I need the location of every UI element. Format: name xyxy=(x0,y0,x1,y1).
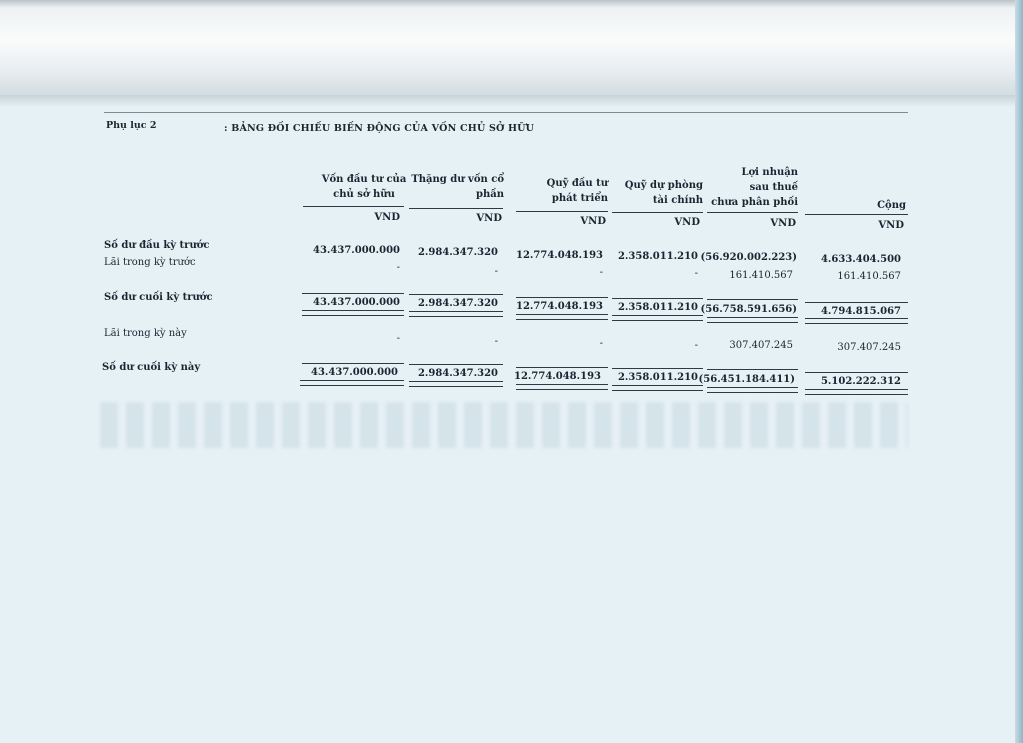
subtotal-rule xyxy=(516,367,608,368)
unit-label: VND xyxy=(878,220,904,231)
row-label: Lãi trong kỳ trước xyxy=(104,257,196,268)
row-label: Số dư cuối kỳ này xyxy=(102,362,201,373)
subtotal-rule xyxy=(707,299,798,300)
total-double-rule xyxy=(302,310,404,316)
table-cell: 2.984.347.320 xyxy=(417,368,498,379)
total-double-rule xyxy=(300,380,404,386)
table-cell: 5.102.222.312 xyxy=(820,376,901,387)
total-double-rule xyxy=(707,387,798,393)
total-double-rule xyxy=(805,389,908,395)
header-underline xyxy=(805,214,908,215)
table-cell: 2.984.347.320 xyxy=(417,247,498,258)
page-edge xyxy=(1015,0,1023,743)
table-cell: 307.407.245 xyxy=(729,340,793,351)
subtotal-rule xyxy=(612,368,703,369)
total-double-rule xyxy=(805,318,908,324)
table-cell: 43.437.000.000 xyxy=(313,245,400,256)
fold-shadow xyxy=(0,95,1023,107)
header-underline xyxy=(409,208,503,209)
total-double-rule xyxy=(707,317,798,323)
col-header-owner-capital: Vốn đầu tư của chủ sở hữu xyxy=(321,174,407,200)
bleed-through xyxy=(100,402,908,448)
table-cell: 2.358.011.210 xyxy=(617,251,698,262)
subtotal-rule xyxy=(409,294,503,295)
subtotal-rule xyxy=(707,369,798,370)
table-cell: (56.920.002.223) xyxy=(700,252,797,263)
table-cell: - xyxy=(599,338,603,349)
header-underline xyxy=(707,212,798,213)
subtotal-rule xyxy=(805,302,908,303)
table-cell: 12.774.048.193 xyxy=(514,371,601,382)
unit-label: VND xyxy=(476,213,502,224)
col-header-financial-reserve: Quỹ dự phòng tài chính xyxy=(624,180,703,206)
table-cell: 4.633.404.500 xyxy=(820,254,901,265)
row-label: Số dư đầu kỳ trước xyxy=(104,240,210,251)
table-cell: 2.358.011.210 xyxy=(617,372,698,383)
header-underline xyxy=(516,211,608,212)
col-header-retained-earnings: Lợi nhuận sau thuế chưa phân phối xyxy=(711,167,798,208)
total-double-rule xyxy=(409,381,503,387)
header-underline xyxy=(303,206,404,207)
unit-label: VND xyxy=(674,217,700,228)
subtotal-rule xyxy=(516,297,608,298)
table-cell: 43.437.000.000 xyxy=(313,297,400,308)
col-header-total: Cộng xyxy=(877,200,906,211)
total-double-rule xyxy=(612,315,703,321)
subtotal-rule xyxy=(409,364,503,365)
header-rule xyxy=(104,112,908,113)
table-cell: - xyxy=(694,340,698,351)
table-cell: - xyxy=(396,262,400,273)
table-cell: - xyxy=(494,336,498,347)
total-double-rule xyxy=(409,311,503,317)
table-cell: 43.437.000.000 xyxy=(311,367,398,378)
header-underline xyxy=(612,212,703,213)
table-cell: 2.358.011.210 xyxy=(617,302,698,313)
table-cell: 2.984.347.320 xyxy=(417,298,498,309)
table-cell: (56.758.591.656) xyxy=(700,304,797,315)
table-cell: - xyxy=(396,333,400,344)
col-header-share-premium: Thặng dư vốn cổ phần xyxy=(411,174,504,200)
unit-label: VND xyxy=(374,212,400,223)
table-cell: (56.451.184.411) xyxy=(698,374,795,385)
table-cell: 161.410.567 xyxy=(837,271,901,282)
table-cell: - xyxy=(599,267,603,278)
table-cell: 12.774.048.193 xyxy=(516,301,603,312)
table-cell: 307.407.245 xyxy=(837,342,901,353)
table-cell: 4.794.815.067 xyxy=(820,306,901,317)
row-label: Số dư cuối kỳ trước xyxy=(104,292,213,303)
total-double-rule xyxy=(516,314,608,320)
subtotal-rule xyxy=(302,293,404,294)
total-double-rule xyxy=(516,384,608,390)
total-double-rule xyxy=(612,385,703,391)
table-cell: 12.774.048.193 xyxy=(516,250,603,261)
table-cell: 161.410.567 xyxy=(729,270,793,281)
col-header-development-fund: Quỹ đầu tư phát triển xyxy=(546,178,608,204)
subtotal-rule xyxy=(805,372,908,373)
appendix-label: Phụ lục 2 xyxy=(106,120,157,131)
unit-label: VND xyxy=(770,218,796,229)
page-fold xyxy=(0,0,1023,100)
row-label: Lãi trong kỳ này xyxy=(104,328,187,339)
table-cell: - xyxy=(494,266,498,277)
document-title: : BẢNG ĐỐI CHIẾU BIẾN ĐỘNG CỦA VỐN CHỦ SỞ HỮU xyxy=(224,123,535,134)
subtotal-rule xyxy=(302,363,404,364)
unit-label: VND xyxy=(580,216,606,227)
table-cell: - xyxy=(694,268,698,279)
subtotal-rule xyxy=(612,298,703,299)
